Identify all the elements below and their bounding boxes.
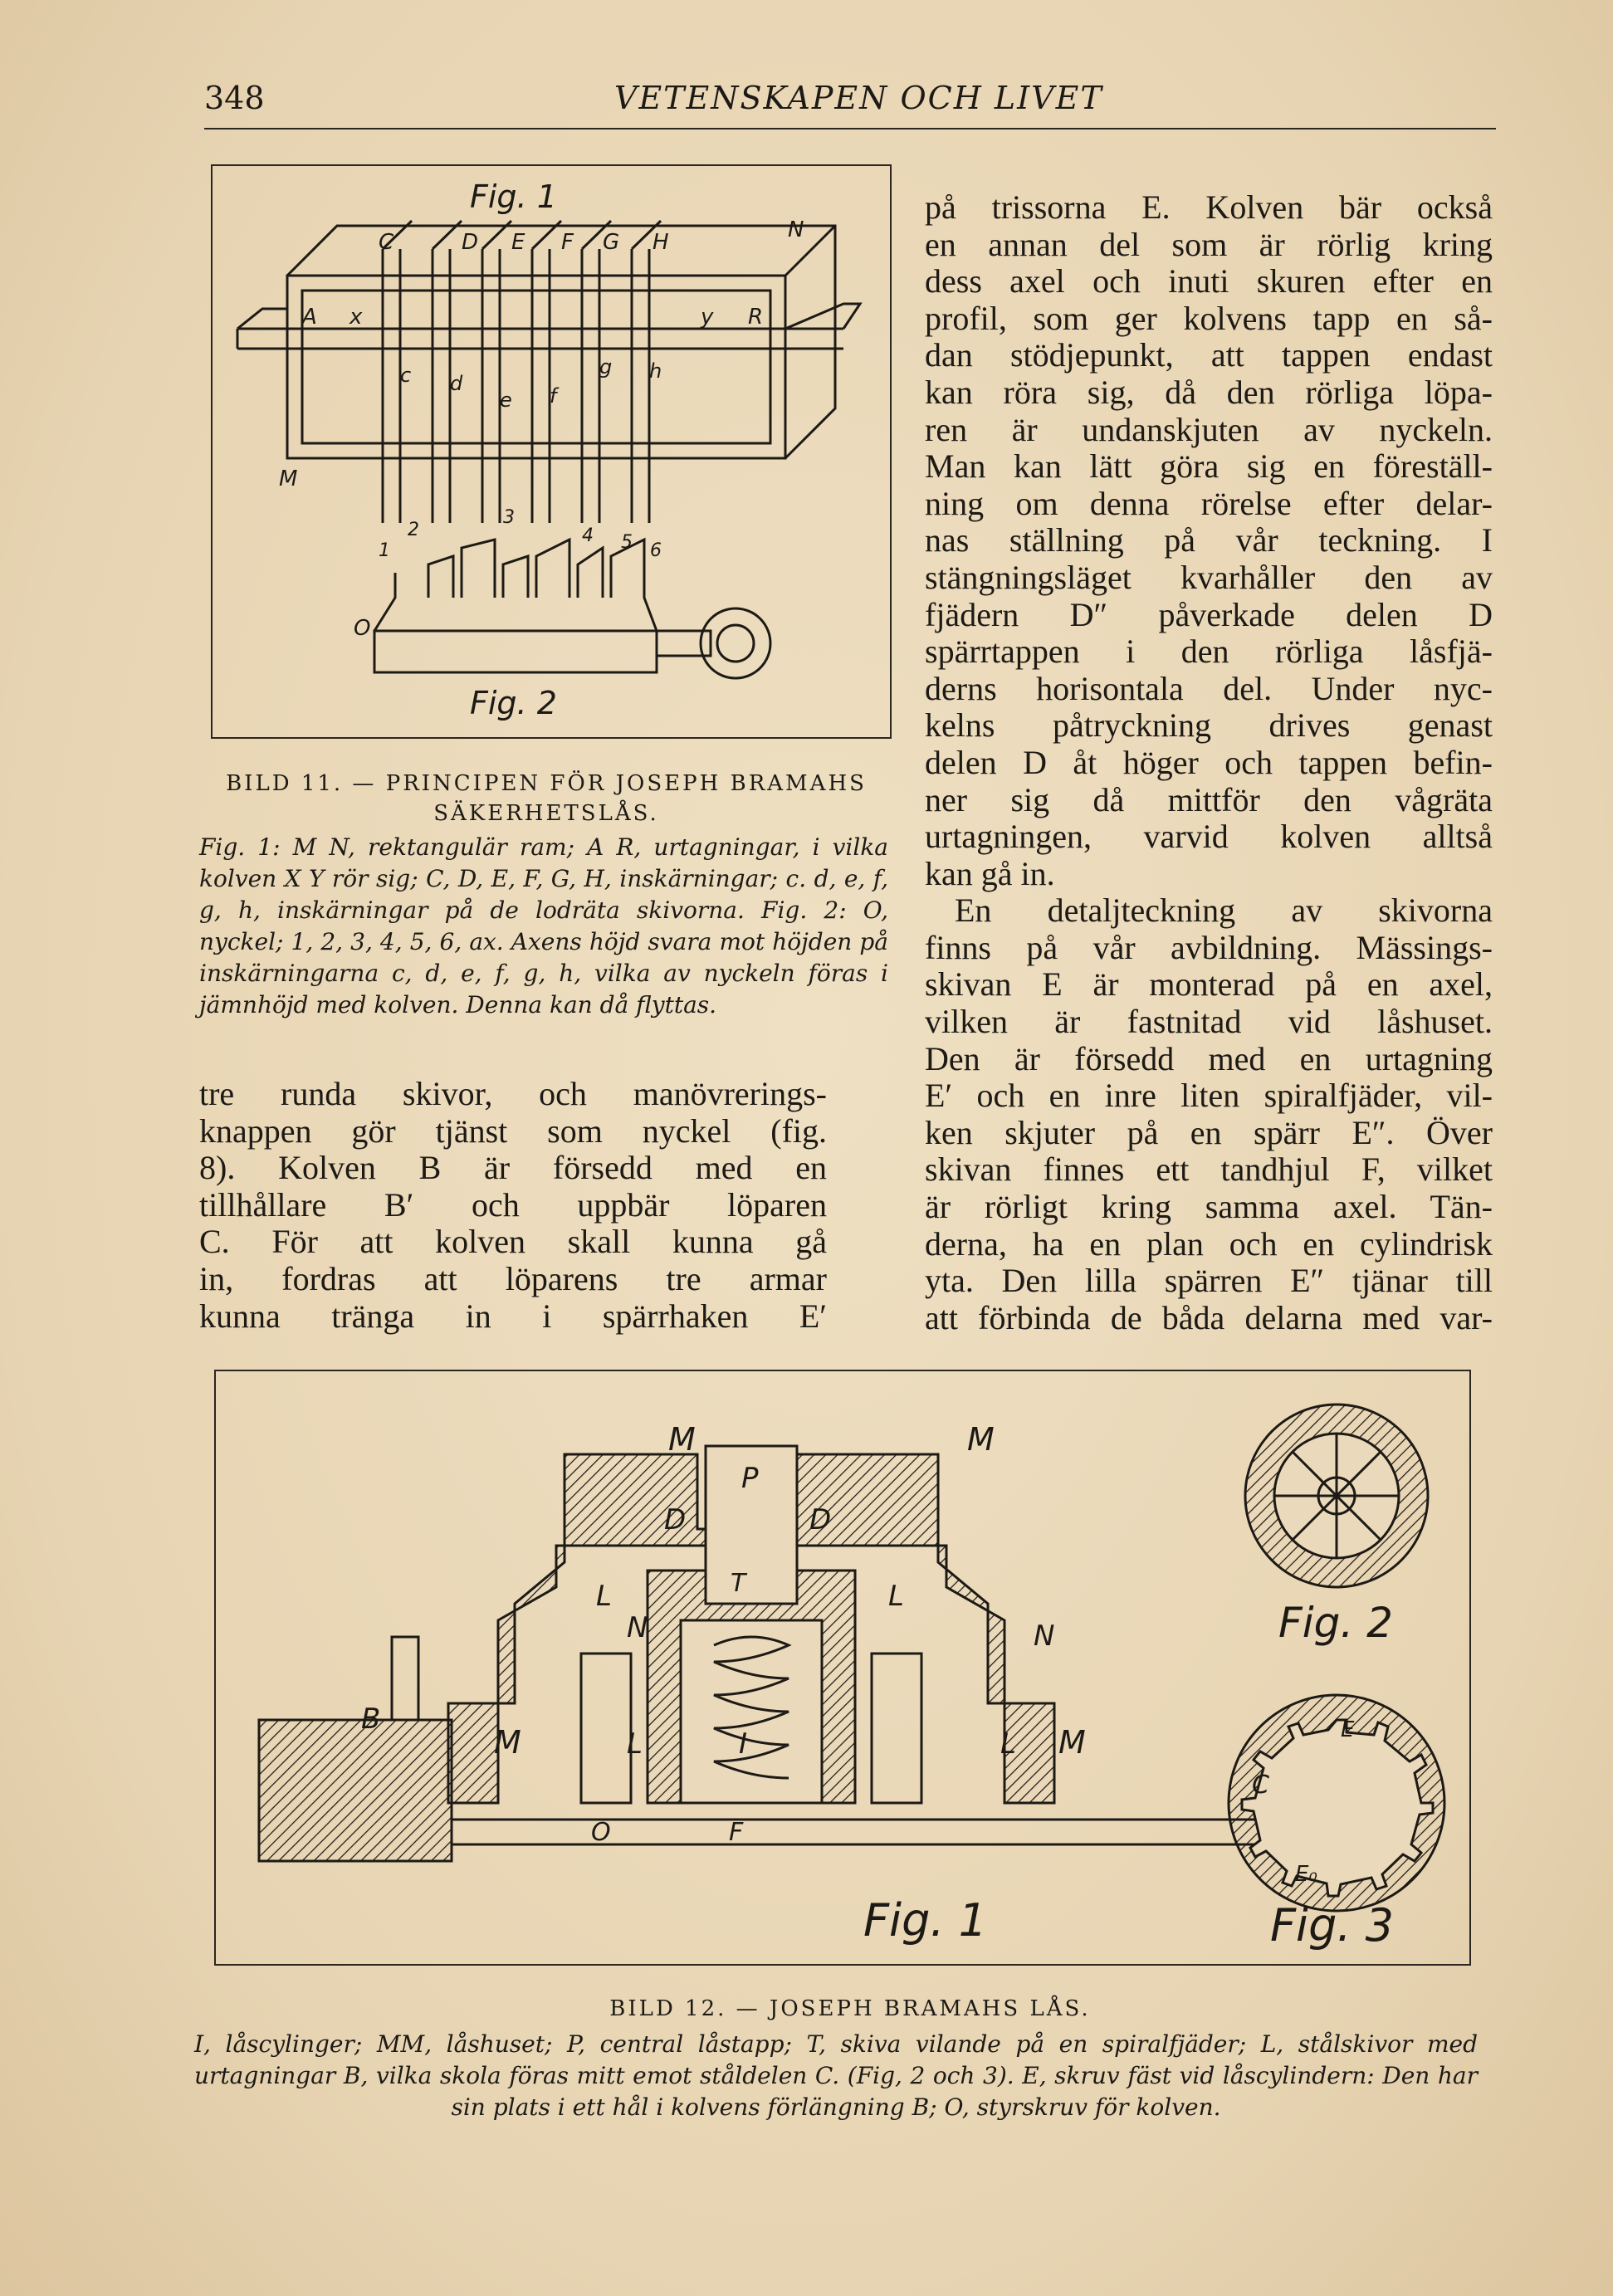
right-line: kan gå in.	[925, 854, 1055, 892]
label-P: P	[741, 1462, 759, 1495]
left-line: knappen gör tjänst som nyckel (fig.	[199, 1111, 827, 1150]
left-line: tre runda skivor, och manövrerings-	[199, 1075, 827, 1112]
label-5: 5	[621, 532, 633, 553]
figure-11-caption-title: BILD 11. — PRINCIPEN FÖR JOSEPH BRAMAHS SÄKERHETSLÅS.	[226, 771, 867, 826]
label-4: 4	[582, 525, 594, 546]
right-line: dess axel och inuti skuren efter en	[925, 262, 1493, 300]
label-D-left: D	[664, 1503, 687, 1536]
label-M-inner-left: M	[494, 1724, 521, 1761]
label-L-lower-left: L	[627, 1727, 643, 1761]
right-line: Man kan lätt göra sig en föreställ-	[925, 447, 1493, 486]
right-line: vilken är fastnitad vid låshuset.	[925, 1003, 1493, 1041]
right-line: derns horisontala del. Under nyc-	[925, 669, 1493, 707]
right-line: ner sig då mittför den vågräta	[925, 780, 1493, 818]
fig12-fig2-label: Fig. 2	[1278, 1599, 1393, 1647]
right-line: en annan del som är rörlig kring	[925, 225, 1493, 263]
right-line: kelns påtryckning drives genast	[925, 706, 1493, 745]
right-line: En detaljteckning av skivorna	[955, 892, 1493, 930]
left-column	[199, 1076, 827, 1335]
label-L-upper-right: L	[888, 1580, 904, 1613]
figure-12-drawing	[216, 1371, 1469, 1964]
fig11-fig1-label: Fig. 1	[470, 178, 557, 215]
label-C-fig3: C	[1252, 1771, 1269, 1800]
figure-12-caption-body: I, låscylinger; MM, låshuset; P, central låstapp; T, skiva vilande på en spiralfjäder; L, stålskivor med urtagningar B, vilka skola föras mitt emot ståldelen C. (Fig, 2 och 3). E, skruv fäst vid låscylindern: Den har sin plats i ett hål i kolvens förlängning B; O, styrskruv för kolven.	[194, 2030, 1478, 2121]
figure-12-frame	[214, 1370, 1471, 1966]
right-line: finns på vår avbildning. Mässings-	[925, 928, 1493, 966]
label-y: y	[701, 305, 714, 330]
journal-title: VETENSKAPEN OCH LIVET	[614, 80, 1103, 116]
right-line: dan stödjepunkt, att tappen endast	[925, 336, 1493, 374]
label-f: f	[550, 384, 557, 408]
label-G: G	[603, 230, 620, 255]
label-O: O	[591, 1818, 611, 1847]
left-line: in, fordras att löparens tre armar	[199, 1259, 827, 1297]
right-line: på trissorna E. Kolven bär också	[925, 188, 1493, 226]
label-x: x	[349, 305, 363, 330]
right-line: profil, som ger kolvens tapp en så-	[925, 299, 1493, 337]
label-6: 6	[650, 540, 662, 561]
label-R: R	[748, 305, 764, 330]
right-line: nas ställning på vår teckning. I	[925, 521, 1493, 559]
right-line: E′ och en inre liten spiralfjäder, vil-	[925, 1077, 1493, 1115]
label-h: h	[649, 359, 662, 383]
right-line: att förbinda de båda delarna med var-	[925, 1298, 1493, 1336]
left-line: kunna tränga in i spärrhaken E′	[199, 1297, 827, 1335]
label-D-right: D	[809, 1503, 832, 1536]
right-line: skivan finnes ett tandhjul F, vilket	[925, 1150, 1493, 1189]
label-L-lower-right: L	[1000, 1727, 1016, 1761]
label-Eo-fig3: E₀	[1295, 1862, 1317, 1887]
label-N: N	[788, 217, 804, 242]
label-E-fig3: E	[1341, 1717, 1355, 1742]
label-A: A	[302, 305, 317, 330]
right-line: ning om denna rörelse efter delar-	[925, 484, 1493, 522]
label-d: d	[450, 372, 463, 395]
label-T: T	[731, 1569, 746, 1598]
left-line: 8). Kolven B är försedd med en	[199, 1149, 827, 1187]
figure-11-drawing	[213, 166, 890, 737]
label-M-left: M	[668, 1421, 696, 1458]
right-column	[925, 189, 1493, 1336]
fig12-fig3-label: Fig. 3	[1270, 1899, 1395, 1952]
right-line: urtagningen, varvid kolven alltså	[925, 818, 1493, 856]
label-N-left: N	[627, 1611, 648, 1644]
header-rule	[204, 128, 1496, 129]
right-line: är rörligt kring samma axel. Tän-	[925, 1188, 1493, 1226]
label-F: F	[729, 1818, 744, 1847]
left-line: C. För att kolven skall kunna gå	[199, 1223, 827, 1261]
right-line: yta. Den lilla spärren E″ tjänar till	[925, 1262, 1493, 1300]
label-M-right: M	[967, 1421, 995, 1458]
right-line: delen D åt höger och tappen befin-	[925, 743, 1493, 781]
figure-11-caption-body: Fig. 1: M N, rektangulär ram; A R, urtagningar, i vilka kolven X Y rör sig; C, D, E, F, G, H, inskärningar; c. d, e, f, g, h, inskärningar på de lodräta skivorna. Fig. 2: O, nyckel; 1, 2, 3, 4, 5, 6, ax. Axens höjd svara mot höjden på inskärningarna c, d, e, f, g, h, vilka av nyckeln föras i jämnhöjd med kolven. Denna kan då flyttas.	[199, 833, 888, 1019]
right-line: ken skjuter på en spärr E″. Över	[925, 1113, 1493, 1151]
label-I: I	[739, 1727, 748, 1761]
label-C: C	[379, 230, 394, 255]
right-line: spärrtappen i den rörliga låsfjä-	[925, 633, 1493, 671]
right-line: stängningsläget kvarhåller den av	[925, 558, 1493, 596]
label-1: 1	[379, 540, 390, 561]
label-L-upper-left: L	[596, 1580, 612, 1613]
figure-12-caption-title: BILD 12. — JOSEPH BRAMAHS LÅS.	[609, 1996, 1091, 2021]
right-line: kan röra sig, då den rörliga löpa-	[925, 373, 1493, 411]
label-E: E	[511, 230, 525, 255]
fig11-fig2-label: Fig. 2	[470, 685, 557, 721]
label-2: 2	[408, 520, 419, 540]
right-line: skivan E är monterad på en axel,	[925, 965, 1493, 1004]
label-F: F	[561, 230, 574, 255]
fig12-fig1-label: Fig. 1	[863, 1894, 988, 1947]
right-line: Den är försedd med en urtagning	[925, 1039, 1493, 1077]
page-number: 348	[204, 80, 265, 116]
label-M-inner-right: M	[1058, 1724, 1086, 1761]
label-3: 3	[503, 507, 515, 528]
figure-11-frame	[211, 164, 892, 739]
right-line: derna, ha en plan och en cylindrisk	[925, 1224, 1493, 1263]
label-M: M	[279, 467, 298, 491]
right-line: ren är undanskjuten av nyckeln.	[925, 410, 1493, 448]
label-c: c	[400, 364, 412, 387]
label-g: g	[599, 355, 613, 379]
left-line: tillhållare B′ och uppbär löparen	[199, 1185, 827, 1224]
label-H: H	[653, 230, 669, 255]
label-N-right: N	[1034, 1619, 1055, 1653]
label-O: O	[354, 616, 371, 641]
label-e: e	[500, 388, 512, 412]
right-line: fjädern D″ påverkade delen D	[925, 595, 1493, 633]
label-D: D	[462, 230, 479, 255]
label-B: B	[361, 1702, 381, 1736]
